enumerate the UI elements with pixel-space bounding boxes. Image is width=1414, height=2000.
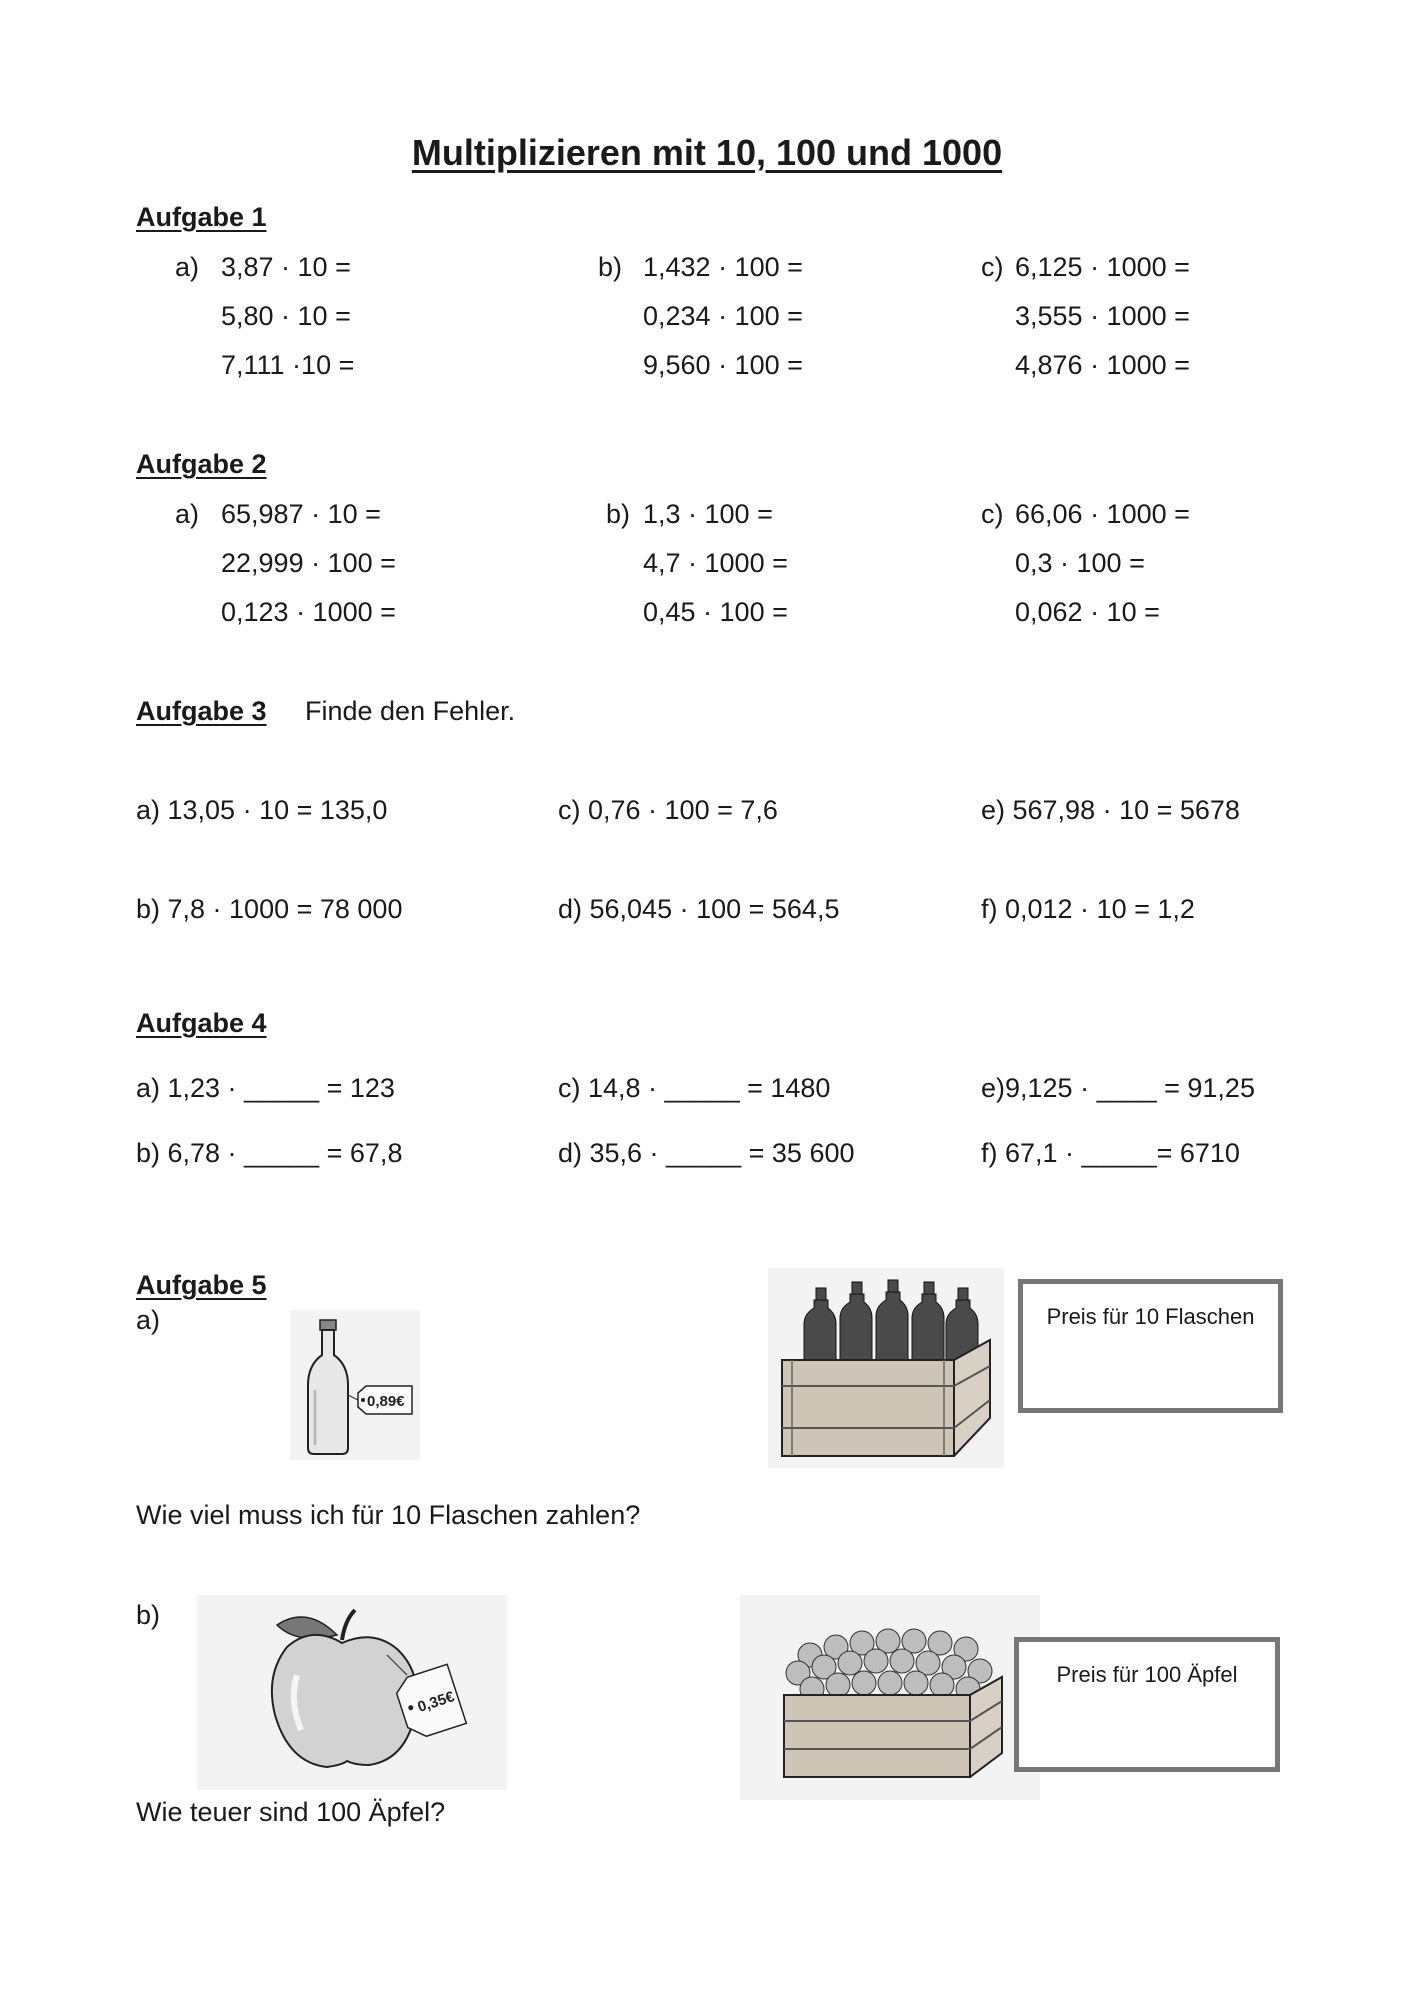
aufgabe1-c-line2: 3,555 · 1000 = — [1015, 301, 1190, 331]
aufgabe1-a-line3: 7,111 ·10 = — [221, 350, 355, 380]
price-box-10-bottles[interactable] — [1018, 1279, 1283, 1413]
aufgabe3-item-d: d) 56,045 · 100 = 564,5 — [558, 894, 840, 924]
aufgabe1-b-line2: 0,234 · 100 = — [643, 301, 803, 331]
aufgabe1-b-label: b) — [598, 252, 623, 282]
aufgabe5-b-label: b) — [136, 1600, 161, 1630]
aufgabe3-heading: Aufgabe 3 — [136, 696, 267, 726]
aufgabe2-a-line1: 65,987 · 10 = — [221, 499, 381, 529]
apple-price-tag: 0,35€ — [415, 1688, 457, 1716]
aufgabe3-item-c: c) 0,76 · 100 = 7,6 — [558, 795, 778, 825]
aufgabe2-c-line3: 0,062 · 10 = — [1015, 597, 1160, 627]
aufgabe3-item-f: f) 0,012 · 10 = 1,2 — [981, 894, 1195, 924]
aufgabe2-c-line1: 66,06 · 1000 = — [1015, 499, 1190, 529]
aufgabe5-heading: Aufgabe 5 — [136, 1270, 267, 1300]
aufgabe1-a-line2: 5,80 · 10 = — [221, 301, 351, 331]
bottle-crate-image — [768, 1268, 1004, 1468]
aufgabe2-a-label: a) — [175, 499, 200, 529]
aufgabe5-b-question: Wie teuer sind 100 Äpfel? — [136, 1797, 446, 1827]
aufgabe3-instruction: Finde den Fehler. — [305, 696, 516, 726]
aufgabe2-b-label: b) — [606, 499, 631, 529]
aufgabe4-item-c: c) 14,8 · _____ = 1480 — [558, 1073, 831, 1103]
aufgabe2-b-line2: 4,7 · 1000 = — [643, 548, 788, 578]
aufgabe4-item-d: d) 35,6 · _____ = 35 600 — [558, 1138, 855, 1168]
aufgabe2-a-line3: 0,123 · 1000 = — [221, 597, 396, 627]
price-box-100-apples-label: Preis für 100 Äpfel — [1056, 1662, 1238, 1687]
aufgabe4-heading: Aufgabe 4 — [136, 1008, 267, 1038]
aufgabe1-heading: Aufgabe 1 — [136, 202, 267, 232]
bottle-price-tag: 0,89€ — [367, 1393, 405, 1410]
apple-image — [197, 1595, 507, 1790]
apple-crate-image — [740, 1595, 1040, 1800]
aufgabe4-item-b: b) 6,78 · _____ = 67,8 — [136, 1138, 403, 1168]
page-title: Multiplizieren mit 10, 100 und 1000 — [411, 132, 1003, 173]
aufgabe5-a-label: a) — [136, 1305, 161, 1335]
aufgabe4-item-a: a) 1,23 · _____ = 123 — [136, 1073, 395, 1103]
aufgabe1-c-label: c) — [981, 252, 1004, 282]
aufgabe2-b-line1: 1,3 · 100 = — [643, 499, 773, 529]
aufgabe2-c-line2: 0,3 · 100 = — [1015, 548, 1145, 578]
aufgabe5-a-question: Wie viel muss ich für 10 Flaschen zahlen? — [136, 1500, 641, 1530]
aufgabe2-b-line3: 0,45 · 100 = — [643, 597, 788, 627]
aufgabe3-item-b: b) 7,8 · 1000 = 78 000 — [136, 894, 403, 924]
aufgabe4-item-e: e)9,125 · ____ = 91,25 — [981, 1073, 1255, 1103]
aufgabe1-a-line1: 3,87 · 10 = — [221, 252, 351, 282]
aufgabe1-c-line3: 4,876 · 1000 = — [1015, 350, 1190, 380]
aufgabe1-b-line3: 9,560 · 100 = — [643, 350, 803, 380]
aufgabe3-item-a: a) 13,05 · 10 = 135,0 — [136, 795, 388, 825]
aufgabe1-c-line1: 6,125 · 1000 = — [1015, 252, 1190, 282]
aufgabe2-heading: Aufgabe 2 — [136, 449, 267, 479]
aufgabe4-item-f: f) 67,1 · _____= 6710 — [981, 1138, 1240, 1168]
aufgabe1-b-line1: 1,432 · 100 = — [643, 252, 803, 282]
price-box-100-apples[interactable] — [1014, 1637, 1280, 1772]
price-box-10-bottles-label: Preis für 10 Flaschen — [1046, 1304, 1255, 1329]
aufgabe3-item-e: e) 567,98 · 10 = 5678 — [981, 795, 1240, 825]
bottle-image — [290, 1310, 420, 1460]
aufgabe2-c-label: c) — [981, 499, 1004, 529]
aufgabe2-a-line2: 22,999 · 100 = — [221, 548, 396, 578]
aufgabe1-a-label: a) — [175, 252, 200, 282]
